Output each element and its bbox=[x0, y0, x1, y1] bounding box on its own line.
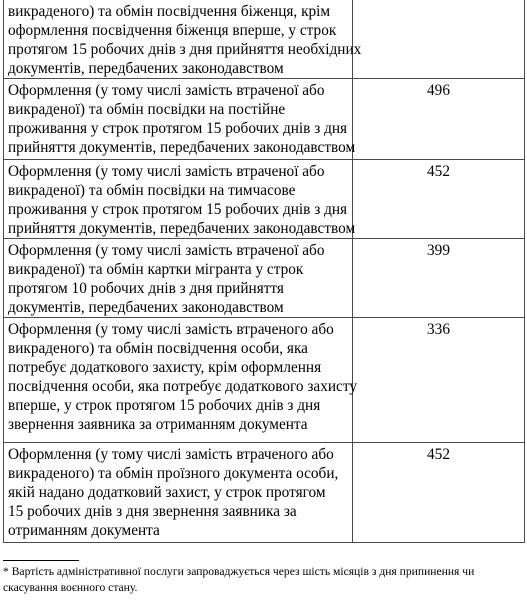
footnote bbox=[3, 564, 523, 596]
service-description bbox=[4, 0, 362, 79]
table-row bbox=[4, 443, 525, 543]
description-line: прийняття документів, передбачених законодавством bbox=[8, 220, 356, 237]
service-price: 452 bbox=[353, 160, 525, 239]
services-price-table bbox=[3, 0, 525, 543]
service-description bbox=[4, 160, 356, 239]
footnote-divider bbox=[3, 560, 79, 561]
description-line: викраденого) та обмін проїзного документа особи, bbox=[8, 465, 339, 482]
service-price: 452 bbox=[353, 443, 525, 543]
description-line: оформлення посвідчення біженця вперше, у строк bbox=[8, 22, 337, 39]
description-line: викраденого) та обмін посвідчення особи, яка bbox=[8, 340, 308, 357]
description-line: Оформлення (у тому числі замість втраченої або bbox=[8, 163, 325, 180]
footnote-line: * Вартість адміністративної послуги запроваджується через шість місяців з дня припинення чи bbox=[3, 565, 475, 578]
description-line: викраденої) та обмін посвідки на тимчасове bbox=[8, 182, 296, 199]
table-row bbox=[4, 79, 525, 160]
description-line: 15 робочих днів з дня звернення заявника за bbox=[8, 503, 297, 520]
service-price bbox=[353, 0, 525, 79]
description-line: проживання у строк протягом 15 робочих днів з дня bbox=[8, 120, 348, 137]
description-line: прийняття документів, передбачених законодавством bbox=[8, 139, 356, 156]
footnote-line: скасування воєнного стану. bbox=[3, 581, 138, 594]
description-line: вперше, у строк протягом 15 робочих днів з дня bbox=[8, 397, 321, 414]
description-line: документів, передбачених законодавством bbox=[8, 60, 284, 77]
description-line: проживання у строк протягом 15 робочих днів з дня bbox=[8, 201, 348, 218]
service-description bbox=[4, 443, 353, 543]
description-line: викраденої) та обмін посвідки на постійне bbox=[8, 101, 286, 118]
description-line: отриманням документа bbox=[8, 522, 160, 539]
description-line: потребує додаткового захисту, крім оформлення bbox=[8, 359, 322, 376]
service-description bbox=[4, 239, 353, 318]
description-line: Оформлення (у тому числі замість втраченої або bbox=[8, 82, 325, 99]
description-line: документів, передбачених законодавством bbox=[8, 299, 284, 316]
description-line: викраденої) та обмін картки мігранта у строк bbox=[8, 261, 304, 278]
description-line: протягом 15 робочих днів з дня прийняття необхідних bbox=[8, 41, 362, 58]
table-row bbox=[4, 160, 525, 239]
description-line: викраденого) та обмін посвідчення біженця, крім bbox=[8, 3, 331, 20]
description-line: якій надано додатковий захист, у строк протягом bbox=[8, 484, 326, 501]
service-price: 336 bbox=[353, 318, 525, 443]
service-description bbox=[4, 79, 356, 160]
description-line: Оформлення (у тому числі замість втраченого або bbox=[8, 321, 334, 338]
description-line: посвідчення особи, яка потребує додаткового захисту bbox=[8, 378, 357, 395]
table-row bbox=[4, 239, 525, 318]
service-description bbox=[4, 318, 357, 443]
description-line: протягом 10 робочих днів з дня прийняття bbox=[8, 280, 284, 297]
table-row bbox=[4, 0, 525, 79]
description-line: Оформлення (у тому числі замість втраченої або bbox=[8, 242, 325, 259]
service-price: 496 bbox=[353, 79, 525, 160]
service-price: 399 bbox=[353, 239, 525, 318]
description-line: звернення заявника за отриманням документа bbox=[8, 416, 308, 433]
description-line: Оформлення (у тому числі замість втраченого або bbox=[8, 446, 334, 463]
table-row bbox=[4, 318, 525, 443]
